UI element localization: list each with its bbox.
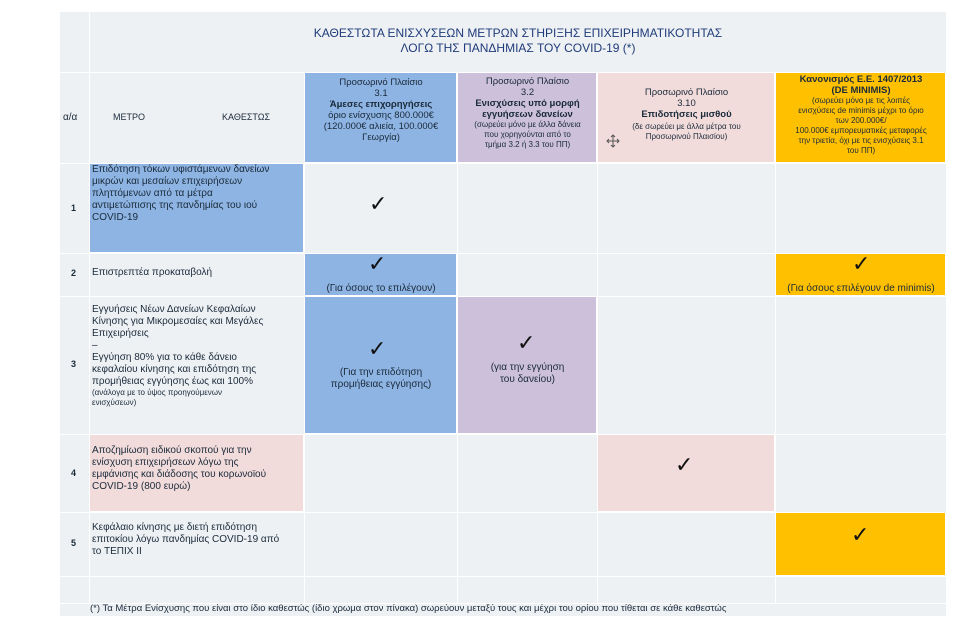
header-col-3-2-line: (σωρεύει μόνο με άλλα δάνεια — [474, 120, 581, 129]
check-icon: ✓ — [368, 252, 387, 277]
header-col-3-10-line: Προσωρινό Πλαίσιο — [644, 87, 729, 98]
header-col-3-1-line: Προσωρινό Πλαίσιο — [339, 77, 423, 88]
measure-line: Αποζημίωση ειδικού σκοπού για την — [92, 445, 252, 456]
measure-line: Κίνησης για Μικρομεσαίες και Μεγάλες — [92, 316, 264, 327]
row-5-col-de-minimis — [776, 513, 946, 576]
measure-line: ενίσχυση επιχειρήσεων λόγω της — [92, 457, 239, 468]
footnote: (*) Τα Μέτρα Ενίσχυσης που είναι στο ίδιο καθεστώς (ίδιο χρωμα στον πίνακα) σωρεύουν μεταξύ τους και μέχρι του ορίου που τίθεται σε κάθε καθεστώς — [90, 603, 727, 614]
row-number: 2 — [71, 268, 77, 278]
header-col-3-10 — [598, 73, 775, 163]
header-col-3-10-line: (δε σωρεύει με άλλα μέτρα του — [632, 122, 741, 131]
header-col-3-2-line: 3.2 — [520, 87, 535, 98]
header-de-minimis-line: 100.000€ εμπορευματικές μεταφορές — [795, 126, 927, 135]
row-4-measure — [90, 435, 304, 512]
check-icon: ✓ — [675, 453, 694, 478]
header-col-3-1 — [305, 73, 457, 163]
row-5-measure — [92, 522, 302, 558]
check-icon: ✓ — [368, 337, 387, 362]
header-col-3-1-line: (120.000€ αλιεία, 100.000€ — [323, 121, 439, 132]
header-col-3-10-line: Προσωρινού Πλαισίου) — [645, 132, 728, 141]
check-icon: ✓ — [852, 252, 871, 277]
check-icon: ✓ — [369, 192, 388, 217]
header-col-3-2-line: που χορηγούνται από το — [484, 130, 571, 139]
row-3-col-3-2-note — [458, 362, 597, 386]
measure-line: εμφάνισης και διάδοσης του κορωνοϊού — [92, 469, 267, 480]
row-1-measure — [90, 164, 304, 253]
row-2-de-minimis-note: (Για όσους επιλέγουν de minimis) — [787, 283, 935, 294]
row-2-col-de-minimis — [776, 254, 946, 296]
grid-line — [89, 12, 90, 603]
header-de-minimis-line: (σωρεύει μόνο με τις λοιπές — [811, 96, 911, 105]
measure-line: (ανάλογα με το ύψος προηγούμενων — [92, 388, 223, 397]
row-3-col-3-1-note — [305, 367, 457, 391]
page-title — [90, 26, 946, 56]
measure-line: Επιδότηση τόκων υφιστάμενων δανείων — [92, 164, 270, 175]
measure-line: Εγγύηση 80% για το κάθε δάνειο — [92, 352, 237, 363]
header-col-3-2-line: εγγυήσεων δανείων — [482, 109, 573, 120]
note-line: (Για την επιδότηση — [339, 367, 423, 378]
measure-line: Κεφάλαιο κίνησης με διετή επιδότηση — [92, 522, 258, 533]
row-3-col-3-2 — [458, 297, 597, 434]
measure-line: – — [92, 340, 98, 351]
header-col-3-10-line: Επιδοτήσεις μισθού — [641, 109, 732, 120]
row-number: 4 — [71, 468, 77, 478]
header-col-3-2 — [458, 73, 597, 163]
row-number: 3 — [71, 359, 77, 369]
header-col-3-1-line: 3.1 — [374, 88, 388, 99]
header-kathestos: ΚΑΘΕΣΤΩΣ — [222, 112, 271, 122]
header-col-3-1-line: όριο ενίσχυσης 800.000€ — [328, 110, 434, 121]
measure-line: μικρών και μεσαίων επιχειρήσεων — [92, 176, 243, 187]
title-line-2: ΛΟΓΩ ΤΗΣ ΠΑΝΔΗΜΙΑΣ ΤΟΥ COVID-19 (*) — [400, 41, 636, 55]
note-line: (για την εγγύηση — [490, 362, 565, 373]
measure-line: COVID-19 (800 ευρώ) — [92, 481, 191, 492]
header-de-minimis-line: την τριετία, όχι με τις ενισχύσεις 3.1 — [798, 136, 924, 145]
header-col-3-1-line: Γεωργία) — [362, 132, 400, 143]
row-number: 1 — [71, 203, 77, 213]
measure-line: COVID-19 — [92, 212, 139, 223]
header-de-minimis-line: (DE MINIMIS) — [831, 85, 891, 96]
row-number: 5 — [71, 538, 77, 548]
check-icon: ✓ — [517, 331, 536, 356]
header-col-3-2-line: τμήμα 3.2 ή 3.3 του ΠΠ) — [484, 140, 571, 149]
header-aa: α/α — [63, 112, 78, 123]
header-col-3-2-line: Προσωρινό Πλαίσιο — [485, 76, 570, 87]
header-de-minimis-line: του ΠΠ) — [846, 146, 876, 155]
move-handle-icon[interactable] — [606, 134, 620, 148]
measure-line: αντιμετώπισης της πανδημίας του ιού — [92, 200, 258, 211]
measure-line: πληττόμενων από τα μέτρα — [92, 188, 213, 199]
note-line: προμήθειας εγγύησης) — [330, 379, 432, 390]
header-de-minimis-line: ενισχύσεις de minimis μέχρι το όριο — [798, 106, 924, 115]
note-line: του δανείου) — [499, 374, 555, 385]
header-metro: ΜΕΤΡΟ — [113, 112, 146, 122]
measure-line: προμήθειας εγγύησης έως και 100% — [92, 376, 254, 387]
measure-line: Επιχειρήσεις — [92, 328, 149, 339]
measure-line: Εγγυήσεις Νέων Δανείων Κεφαλαίων — [92, 304, 256, 315]
header-de-minimis-line: των 200.000€/ — [835, 116, 887, 125]
measure-line: κεφαλαίου κίνησης και επιδότηση της — [92, 364, 257, 375]
row-2-measure: Επιστρεπτέα προκαταβολή — [92, 267, 213, 278]
row-4-col-3-10 — [598, 435, 775, 512]
measure-line: ενισχύσεων) — [92, 398, 137, 407]
header-col-de-minimis — [776, 73, 946, 163]
check-icon: ✓ — [851, 523, 870, 548]
measure-line: επιτοκίου λόγω πανδημίας COVID-19 από — [92, 534, 280, 545]
row-2-col-3-1 — [305, 254, 457, 296]
header-col-3-10-line: 3.10 — [677, 98, 696, 109]
header-col-3-2-line: Ενισχύσεις υπό μορφή — [475, 98, 580, 109]
grid-line — [60, 576, 946, 577]
title-line-1: ΚΑΘΕΣΤΩΤΑ ΕΝΙΣΧΥΣΕΩΝ ΜΕΤΡΩΝ ΣΤΗΡΙΞΗΣ ΕΠΙΧΕΙΡΗΜΑΤΙΚΟΤΗΤΑΣ — [313, 26, 723, 40]
measure-line: το ΤΕΠΙΧ ΙΙ — [92, 546, 142, 557]
row-2-col-3-1-note: (Για όσους το επιλέγουν) — [326, 283, 436, 294]
row-3-col-3-1 — [305, 297, 457, 434]
header-col-3-1-line: Άμεσες επιχορηγήσεις — [329, 99, 433, 110]
header-de-minimis-line: Κανονισμός Ε.Ε. 1407/2013 — [799, 74, 923, 85]
row-3-measure — [92, 304, 302, 408]
